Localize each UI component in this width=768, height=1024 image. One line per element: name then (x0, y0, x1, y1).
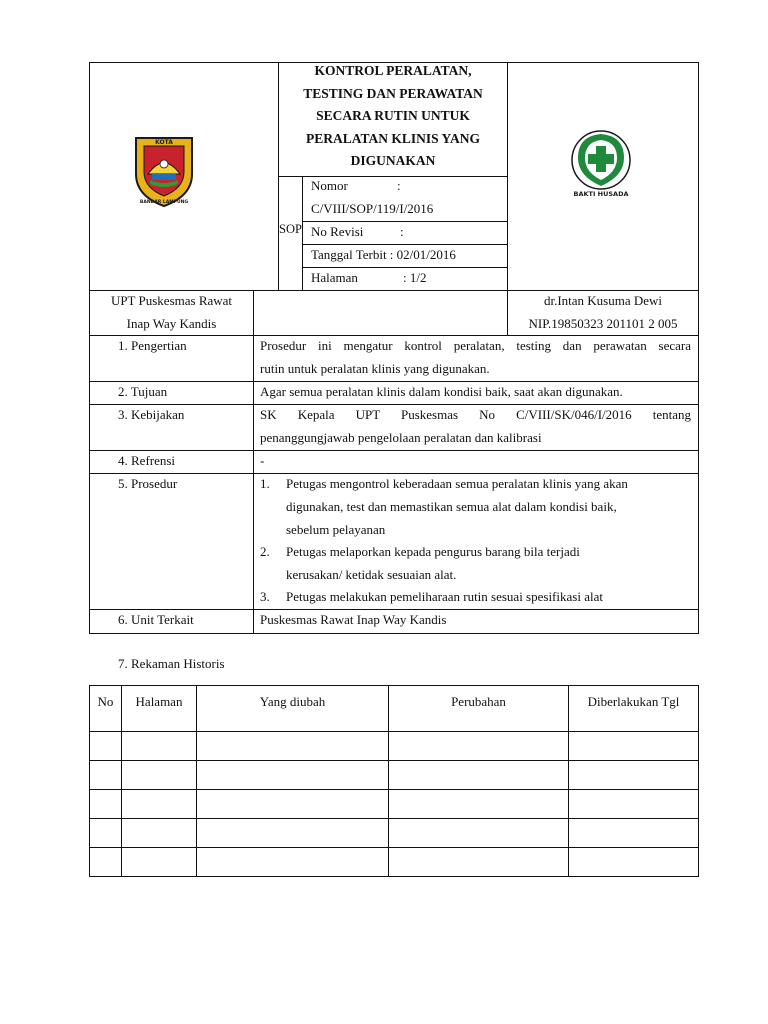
revisi-separator: : (400, 224, 404, 239)
prosedur-item-number: 1. (260, 476, 270, 491)
halaman-label: Halaman (311, 270, 358, 285)
sop-label: SOP (279, 222, 302, 236)
history-col-halaman: Halaman (135, 694, 183, 709)
refrensi-text: - (260, 453, 265, 468)
signer-name: dr.Intan Kusuma Dewi (543, 293, 663, 308)
sop-title (279, 60, 507, 173)
title-line: KONTROL PERALATAN, (314, 63, 472, 78)
pengertian-text-line1: Prosedur ini mengatur kontrol peralatan, testing dan perawatan secara (260, 338, 691, 353)
kebijakan-text-line2: penanggungjawab pengelolaan peralatan dan kalibrasi (260, 430, 542, 445)
bakti-husada-logo (568, 128, 634, 200)
history-col-perubahan: Perubahan (451, 694, 506, 709)
unit-terkait-text: Puskesmas Rawat Inap Way Kandis (260, 612, 447, 627)
rekaman-historis-title: 7. Rekaman Historis (118, 656, 225, 671)
kota-bandar-lampung-logo (130, 130, 198, 208)
title-line: PERALATAN KLINIS YANG (305, 130, 481, 146)
section-label-prosedur: 5. Prosedur (118, 476, 178, 491)
history-col-no: No (97, 694, 114, 709)
title-line: DIGUNAKAN (350, 153, 436, 168)
right-logo-text: BAKTI HUSADA (573, 190, 629, 198)
section-label-unit-terkait: 6. Unit Terkait (118, 612, 194, 627)
prosedur-item-line: Petugas mengontrol keberadaan semua peralatan klinis yang akan (286, 476, 628, 491)
nomor-separator: : (397, 178, 401, 193)
halaman-value: : 1/2 (403, 270, 427, 285)
tujuan-text: Agar semua peralatan klinis dalam kondisi baik, saat akan digunakan. (260, 384, 623, 399)
org-line: UPT Puskesmas Rawat (110, 293, 233, 308)
pengertian-text-line2: rutin untuk peralatan klinis yang digunakan. (260, 361, 490, 376)
tanggal-terbit: Tanggal Terbit : 02/01/2016 (311, 247, 456, 262)
left-logo-bottom-text: BANDAR LAMPUNG (139, 200, 189, 205)
signer-nip: NIP.19850323 201101 2 005 (528, 316, 678, 331)
history-col-diberlakukan-tgl: Diberlakukan Tgl (587, 694, 680, 709)
title-line: SECARA RUTIN UNTUK (316, 108, 470, 123)
org-line: Inap Way Kandis (126, 316, 217, 331)
history-col-yang-diubah: Yang diubah (259, 694, 326, 709)
nomor-value: C/VIII/SOP/119/I/2016 (311, 201, 434, 216)
prosedur-item-line: kerusakan/ ketidak sesuaian alat. (286, 567, 457, 582)
prosedur-item-line: digunakan, test dan memastikan semua alat dalam kondisi baik, (286, 499, 617, 514)
prosedur-item-line: Petugas melakukan pemeliharaan rutin sesuai spesifikasi alat (286, 589, 603, 604)
title-line: TESTING DAN PERAWATAN (303, 85, 483, 101)
revisi-label: No Revisi (311, 224, 364, 239)
kebijakan-text-line1: SK Kepala UPT Puskesmas No C/VIII/SK/046/I/2016 tentang (260, 407, 691, 422)
nomor-label: Nomor (311, 178, 348, 193)
section-label-kebijakan: 3. Kebijakan (118, 407, 185, 422)
prosedur-item-line: sebelum pelayanan (286, 522, 386, 537)
prosedur-item-line: Petugas melaporkan kepada pengurus barang bila terjadi (286, 544, 580, 559)
signer (508, 289, 698, 335)
prosedur-item-number: 2. (260, 544, 270, 559)
section-label-refrensi: 4. Refrensi (118, 453, 176, 468)
left-logo-top-text: KOTA (155, 139, 173, 146)
org-name (90, 289, 253, 335)
section-label-pengertian: 1. Pengertian (118, 338, 187, 353)
prosedur-item-number: 3. (260, 589, 270, 604)
section-label-tujuan: 2. Tujuan (118, 384, 168, 399)
